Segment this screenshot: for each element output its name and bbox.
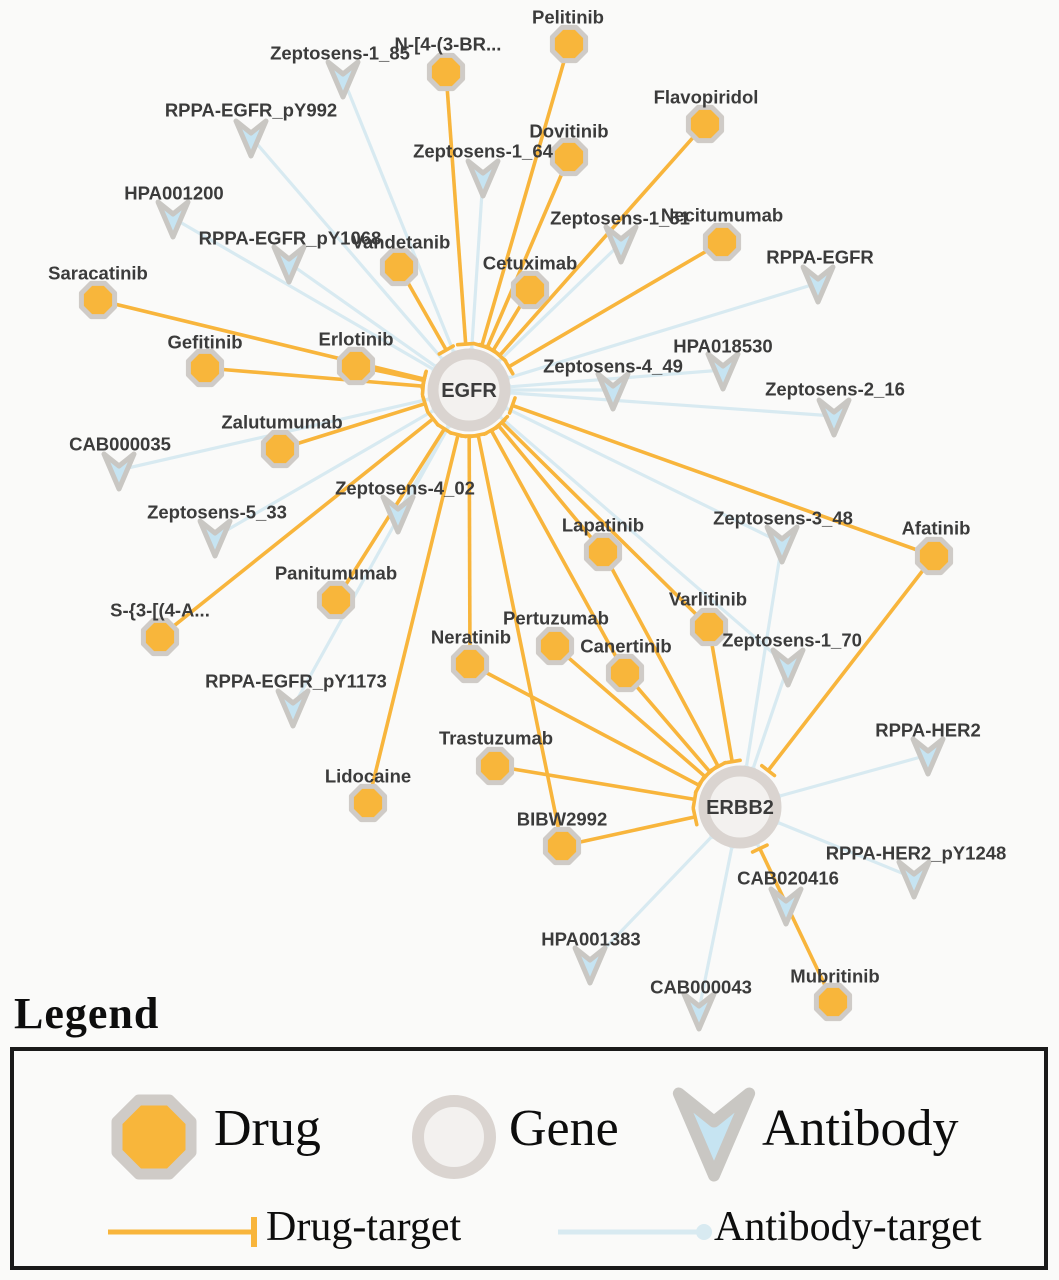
antibody-node-z1_64[interactable]	[468, 161, 498, 196]
drug-label-dovitinib: Dovitinib	[529, 120, 609, 142]
antibody-label-hpa018530: HPA018530	[673, 335, 773, 357]
drug-label-pelitinib: Pelitinib	[532, 6, 604, 28]
antibody-node-z2_16[interactable]	[819, 400, 849, 435]
antibody-label-z5_33: Zeptosens-5_33	[147, 501, 287, 523]
antibody-node-py1173[interactable]	[278, 691, 308, 726]
drug-label-afatinib: Afatinib	[901, 517, 971, 539]
antibody-node-cab000043[interactable]	[684, 994, 714, 1029]
antibody-label-z4_02: Zeptosens-4_02	[335, 477, 475, 499]
antibody-label-py992: RPPA-EGFR_pY992	[164, 99, 338, 121]
drug-node-cetuximab[interactable]	[513, 273, 546, 306]
drug-node-s3_4a[interactable]	[143, 620, 176, 653]
antibody-label-z1_64: Zeptosens-1_64	[413, 140, 553, 162]
antibody-node-z1_85[interactable]	[328, 62, 358, 97]
drug-label-necitumumab: Necitumumab	[660, 204, 784, 226]
antibody-node-rppa_egfr[interactable]	[803, 267, 833, 302]
drug-label-cetuximab: Cetuximab	[482, 252, 578, 274]
drug-node-saracatinib[interactable]	[81, 283, 114, 316]
antibody-node-cab000035[interactable]	[104, 454, 134, 489]
legend-drug-label: Drug	[214, 1100, 321, 1157]
drug-node-pelitinib[interactable]	[552, 27, 585, 60]
antibody-label-py1173: RPPA-EGFR_pY1173	[205, 670, 387, 692]
drug-node-lapatinib[interactable]	[586, 535, 619, 568]
antibody-node-z3_48[interactable]	[767, 527, 797, 562]
drug-target-edge-tbar-n4_3br-egfr	[458, 344, 474, 345]
antibody-node-hpa001200[interactable]	[158, 202, 188, 237]
drug-target-edge-tbar-erlotinib-egfr	[422, 373, 425, 389]
drug-node-pertuzumab[interactable]	[538, 629, 571, 662]
drug-node-varlitinib[interactable]	[692, 610, 725, 643]
antibody-label-z4_49: Zeptosens-4_49	[543, 355, 683, 377]
drug-label-zalutumumab: Zalutumumab	[221, 411, 343, 433]
gene-label-egfr: EGFR	[441, 380, 497, 402]
gene-label-erbb2: ERBB2	[706, 797, 774, 819]
antibody-label-hpa001383: HPA001383	[541, 928, 641, 950]
antibody-label-z3_48: Zeptosens-3_48	[713, 507, 853, 529]
drug-target-edge-canertinib-erbb2	[625, 673, 710, 772]
drug-label-panitumumab: Panitumumab	[274, 562, 398, 584]
drug-label-s3_4a: S-{3-[(4-A...	[110, 599, 210, 621]
drug-label-pertuzumab: Pertuzumab	[503, 607, 609, 629]
drug-node-n4_3br[interactable]	[429, 55, 462, 88]
antibody-target-edge-z1_70-erbb2	[752, 666, 788, 771]
antibody-label-hpa001200: HPA001200	[124, 182, 224, 204]
drug-label-flavopiridol: Flavopiridol	[653, 86, 759, 108]
drug-node-flavopiridol[interactable]	[688, 107, 721, 140]
antibody-node-z1_51[interactable]	[606, 227, 636, 262]
antibody-target-edge-icon	[554, 1209, 724, 1255]
legend-antibody-label: Antibody	[762, 1100, 959, 1157]
antibody-label-cab000035: CAB000035	[69, 433, 171, 455]
drug-target-edge-tbar-trastuzumab-erbb2	[693, 792, 696, 808]
drug-target-edge-trastuzumab-erbb2	[495, 766, 695, 799]
antibody-label-rppa_egfr: RPPA-EGFR	[766, 246, 874, 268]
antibody-label-z1_51: Zeptosens-1_51	[550, 207, 690, 229]
drug-label-canertinib: Canertinib	[580, 635, 672, 657]
drug-node-bibw2992[interactable]	[545, 829, 578, 862]
drug-node-dovitinib[interactable]	[552, 140, 585, 173]
antibody-label-py1068: RPPA-EGFR_pY1068	[198, 227, 382, 249]
drug-label-n4_3br: N-[4-(3-BR...	[394, 33, 502, 55]
drug-label-vandetanib: Vandetanib	[351, 231, 451, 253]
drug-node-necitumumab[interactable]	[705, 225, 738, 258]
drug-node-canertinib[interactable]	[608, 656, 641, 689]
drug-target-edge-tbar-bibw2992-egfr	[470, 433, 486, 436]
drug-label-trastuzumab: Trastuzumab	[438, 727, 554, 749]
drug-label-saracatinib: Saracatinib	[48, 262, 148, 284]
drug-node-erlotinib[interactable]	[339, 349, 372, 382]
legend-drug-target-label: Drug-target	[266, 1204, 462, 1250]
antibody-label-cab020416: CAB020416	[737, 867, 839, 889]
drug-node-lidocaine[interactable]	[351, 786, 384, 819]
drug-node-neratinib[interactable]	[453, 647, 486, 680]
antibody-node-py1068[interactable]	[274, 247, 304, 282]
drug-label-neratinib: Neratinib	[430, 626, 512, 648]
antibody-node-cab020416[interactable]	[771, 889, 801, 924]
gene-circle-icon	[399, 1082, 509, 1192]
antibody-node-z1_70[interactable]	[773, 650, 803, 685]
antibody-target-edge-rppa_her2-erbb2	[777, 755, 928, 797]
drug-label-gefitinib: Gefitinib	[167, 331, 243, 353]
drug-octagon-icon	[99, 1082, 209, 1192]
legend-box	[10, 1047, 1048, 1270]
drug-target-edge-n4_3br-egfr	[446, 72, 466, 344]
legend-gene-label: Gene	[509, 1100, 619, 1157]
antibody-label-z1_85: Zeptosens-1_85	[270, 42, 410, 64]
drug-node-mubritinib[interactable]	[816, 985, 849, 1018]
antibody-chevron-icon	[664, 1079, 774, 1195]
antibody-node-hpa001383[interactable]	[575, 948, 605, 983]
drug-target-edge-tbar-varlitinib-erbb2	[724, 760, 740, 763]
drug-label-erlotinib: Erlotinib	[318, 328, 394, 350]
drug-target-edge-tbar-bibw2992-erbb2	[693, 809, 696, 825]
drug-node-vandetanib[interactable]	[382, 250, 415, 283]
antibody-node-z5_33[interactable]	[200, 521, 230, 556]
antibody-label-z1_70: Zeptosens-1_70	[722, 629, 862, 651]
drug-target-edge-icon	[104, 1209, 274, 1255]
antibody-label-py1248: RPPA-HER2_pY1248	[825, 842, 1007, 864]
legend-title: Legend	[14, 989, 160, 1038]
drug-label-varlitinib: Varlitinib	[668, 588, 748, 610]
antibody-target-edge-z1_64-egfr	[471, 177, 483, 352]
drug-label-lidocaine: Lidocaine	[324, 765, 412, 787]
antibody-label-z2_16: Zeptosens-2_16	[765, 378, 905, 400]
legend-antibody-target-label: Antibody-target	[714, 1204, 982, 1250]
drug-node-panitumumab[interactable]	[319, 583, 352, 616]
drug-label-bibw2992: BIBW2992	[516, 808, 608, 830]
drug-label-mubritinib: Mubritinib	[790, 965, 880, 987]
drug-node-zalutumumab[interactable]	[263, 432, 296, 465]
antibody-label-rppa_her2: RPPA-HER2	[875, 719, 981, 741]
antibody-node-py1248[interactable]	[899, 862, 929, 897]
drug-node-gefitinib[interactable]	[188, 351, 221, 384]
drug-node-trastuzumab[interactable]	[478, 749, 511, 782]
antibody-label-cab000043: CAB000043	[650, 976, 752, 998]
drug-label-lapatinib: Lapatinib	[561, 514, 645, 536]
drug-node-afatinib[interactable]	[917, 539, 950, 572]
